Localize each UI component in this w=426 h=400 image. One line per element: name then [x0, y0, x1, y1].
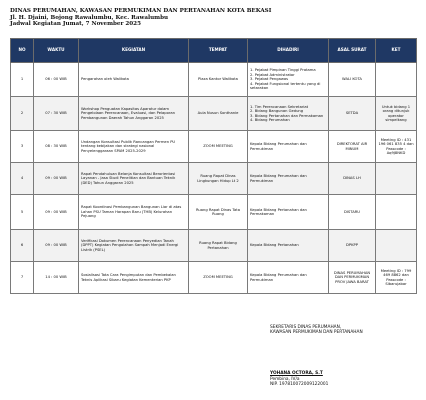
row-place: Plaza Kantor Walikota [189, 63, 248, 97]
row-activity: Pengarahan oleh Walikota [79, 63, 189, 97]
row-no: 2 [11, 97, 34, 131]
table-row [11, 63, 417, 97]
row-source: WALI KOTA [329, 63, 376, 97]
attendee-item: 4. Bidang Perumahan [250, 118, 290, 122]
signatory-nip: NIP. 197810072009122001 [270, 382, 329, 387]
schedule-table [10, 38, 417, 294]
row-no: 4 [11, 163, 34, 195]
row-note [376, 230, 417, 262]
row-place: Ruang Rapat Dinas Tata Ruang [189, 195, 248, 230]
row-note [376, 63, 417, 97]
attendee-item: 2. Pejabat Administrator [250, 72, 295, 77]
row-note: Meeting ID : 431 196 061 835 4 dan Passcode : Aq9J8NKD [376, 131, 417, 163]
row-source: DPKPP [329, 230, 376, 262]
table-row [11, 131, 417, 163]
row-place: Ruang Rapat Bidang Pertanahan [189, 230, 248, 262]
signature-title-line2: KAWASAN PERMUKIMAN DAN PERTANAHAN [270, 330, 363, 336]
column-header-waktu: WAKTU [34, 39, 79, 63]
row-time: 06 : 00 WIB [34, 63, 79, 97]
row-no: 3 [11, 131, 34, 163]
attendee-item: 3. Bidang Pertanahan dan Permakaman [250, 113, 324, 118]
column-header-tempat: TEMPAT [189, 39, 248, 63]
row-activity: Rapat Pendahuluan Belanja Konsultasi Berorientasi Layanan - Jasa Studi Penelitian dan Bantuan Teknik (DED) Tahun Anggaran 2025 [79, 163, 189, 195]
signatory-rank: Pembina, IV/a [270, 377, 300, 382]
row-place: ZOOM MEETING [189, 262, 248, 294]
column-header-kegiatan: KEGIATAN [79, 39, 189, 63]
document-header [10, 8, 271, 28]
row-note: Meeting ID : 799 469 8862 dan Passcode : Sibarujabar [376, 262, 417, 294]
row-activity: Sosialisasi Tata Cara Pengimputan dan Pembekalan Teknis Aplikasi Sibaru Kegiatan Kementerian PKP [79, 262, 189, 294]
row-attendees: Kepala Bidang Perumahan dan Permukiman [248, 262, 329, 294]
row-attendees: Kepala Bidang Pertanahan dan Permakaman [248, 195, 329, 230]
row-time: 09 : 00 WIB [34, 230, 79, 262]
row-time: 07 : 30 WIB [34, 97, 79, 131]
row-note [376, 163, 417, 195]
row-attendees: Kepala Bidang Pertanahan [248, 230, 329, 262]
row-attendees [248, 97, 329, 131]
row-time: 09 : 00 WIB [34, 163, 79, 195]
row-no: 6 [11, 230, 34, 262]
row-time: 09 : 00 WIB [34, 195, 79, 230]
row-activity: Undangan Konsultasi Publik Rancangan Permen PU tentang kebijakan dan strategi nasional Penyelenggaraan SPAM 2025-2029 [79, 131, 189, 163]
column-header-ket: KET [376, 39, 417, 63]
row-place: ZOOM MEETING [189, 131, 248, 163]
table-row [11, 163, 417, 195]
signatory-name: YOHANA OCTORA, S.T [270, 371, 323, 376]
row-activity: Rapat Koordinasi Pembangunan Bangunan Liar di atas Lahan PSU Taman Harapan Baru (THB) Kelurahan Pejuang [79, 195, 189, 230]
column-header-asal-surat: ASAL SURAT [329, 39, 376, 63]
signature-title-line1: SEKRETARIS DINAS PERUMAHAN, [270, 325, 342, 330]
row-attendees: Kepala Bidang Perumahan dan Permukiman [248, 131, 329, 163]
row-activity: Verifikasi Dokumen Perencanaan Penyedian Tanah (DPPT) Kegiatan Pengolahan Sampah Menjadi Energi Listrik (PSEL) [79, 230, 189, 262]
row-attendees [248, 63, 329, 97]
column-header-no: NO [11, 39, 34, 63]
row-place: Ruang Rapat Dinas Lingkungan Hidup Lt 2 [189, 163, 248, 195]
row-no: 1 [11, 63, 34, 97]
row-time: 14 : 00 WIB [34, 262, 79, 294]
attendee-item: 4. Pejabat Fungsional tertentu yang di setarakan [250, 81, 321, 91]
column-header-dihadiri: DIHADIRI [248, 39, 329, 63]
row-time: 08 : 30 WIB [34, 131, 79, 163]
row-source: DISTARU [329, 195, 376, 230]
attendee-item: 1. Pejabat Pimpinan Tinggi Pratama [250, 68, 316, 73]
attendee-item: 3. Pejabat Pengawas [250, 77, 289, 82]
row-note [376, 195, 417, 230]
row-note: Untuk bidang 1 orang ditunjuk operator simpelkang [376, 97, 417, 131]
signature-title [270, 325, 420, 336]
table-header-row [11, 39, 417, 63]
table-row [11, 262, 417, 294]
attendee-item: 2. Bidang Bangunan Gedung [250, 109, 304, 113]
table-row [11, 195, 417, 230]
attendee-item: 1. Tim Perencanaan Sekretariat [250, 104, 309, 109]
row-source: DIREKTORAT AIR MINUM [329, 131, 376, 163]
table-row [11, 97, 417, 131]
row-activity: Workshop Penguatan Kapasitas Aparatur dalam Pengelolaan Perencanaan, Evaluasi, dan Pelaporan Pembangunan Daerah Tahun Anggaran 2025 [79, 97, 189, 131]
table-row [11, 230, 417, 262]
row-source: DINAS LH [329, 163, 376, 195]
row-no: 7 [11, 262, 34, 294]
schedule-date: Jadwal Kegiatan Jumat, 7 November 2025 [10, 21, 141, 28]
row-source: SETDA [329, 97, 376, 131]
row-place: Aula Nusun Sonthanie [189, 97, 248, 131]
agency-name: DINAS PERUMAHAN, KAWASAN PERMUKIMAN DAN PERTANAHAN KOTA BEKASI [10, 8, 272, 14]
row-attendees: Kepala Bidang Perumahan dan Permukiman [248, 163, 329, 195]
row-no: 5 [11, 195, 34, 230]
agency-address: Jl. H. Djaini, Bojong Rawalumbu, Kec. Rawalumbu [10, 14, 169, 21]
row-source: DINAS PERUMAHAN DAN PERMUKIMAN PROV JAWA BARAT [329, 262, 376, 294]
